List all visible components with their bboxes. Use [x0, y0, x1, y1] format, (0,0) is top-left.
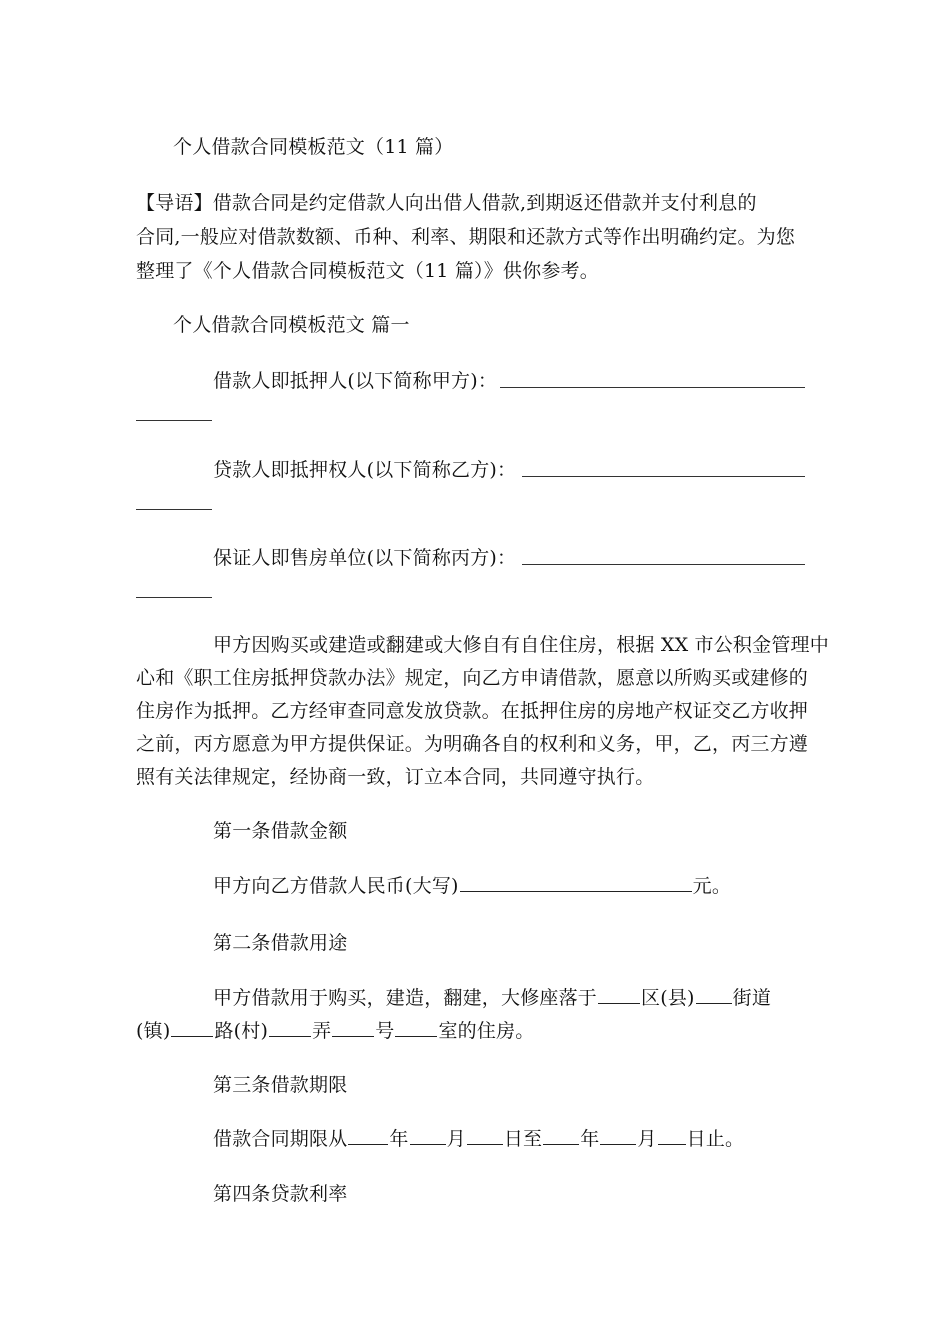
party-lender-blank-cont	[136, 509, 212, 510]
article-2-line-1	[213, 985, 771, 1011]
article-2-text: 甲方借款用于购买，建造，翻建，大修座落于	[213, 987, 598, 1009]
year-label: 年	[389, 1128, 409, 1150]
end-year-label: 年	[580, 1128, 600, 1150]
amount-blank	[460, 873, 692, 892]
district-blank	[696, 985, 732, 1004]
room-label: 室的住房。	[438, 1020, 535, 1042]
road-blank	[269, 1018, 311, 1037]
article-1-heading: 第一条借款金额	[213, 820, 348, 842]
article-1-text	[213, 873, 731, 899]
start-month-blank	[410, 1126, 446, 1145]
preamble-line-3: 住房作为抵押。乙方经审查同意发放贷款。在抵押住房的房地产权证交乙方收押	[136, 700, 809, 722]
document-title: 个人借款合同模板范文（11 篇）	[173, 136, 454, 158]
number-label: 号	[375, 1020, 395, 1042]
article-2-line-2	[136, 1018, 535, 1044]
lane-label: 弄	[312, 1020, 332, 1042]
end-day-blank	[658, 1126, 686, 1145]
street-label: 街道	[732, 987, 772, 1009]
end-day-label: 日止。	[686, 1128, 745, 1150]
article-4-heading: 第四条贷款利率	[213, 1183, 348, 1205]
lane-blank	[332, 1018, 374, 1037]
party-guarantor-label: 保证人即售房单位(以下简称丙方)：	[213, 547, 517, 569]
article-1-text-b: 元。	[692, 875, 732, 897]
town-blank	[171, 1018, 213, 1037]
start-day-blank	[467, 1126, 503, 1145]
party-guarantor-blank-cont	[136, 597, 212, 598]
intro-line-1: 【导语】借款合同是约定借款人向出借人借款,到期返还借款并支付利息的	[136, 192, 757, 214]
end-year-blank	[543, 1126, 579, 1145]
number-blank	[395, 1018, 437, 1037]
party-lender-blank	[522, 476, 805, 477]
day-to-label: 日至	[503, 1128, 543, 1150]
party-borrower-blank	[500, 387, 805, 388]
preamble-line-4: 之前，丙方愿意为甲方提供保证。为明确各自的权利和义务，甲，乙，丙三方遵	[136, 733, 809, 755]
party-borrower-blank-cont	[136, 420, 212, 421]
party-borrower-label: 借款人即抵押人(以下简称甲方)：	[213, 370, 498, 392]
road-label: 路(村)	[214, 1020, 269, 1042]
term-label: 借款合同期限从	[213, 1128, 348, 1150]
town-label: (镇)	[136, 1020, 171, 1042]
location-blank	[598, 985, 640, 1004]
section-heading: 个人借款合同模板范文 篇一	[173, 314, 410, 336]
preamble-line-2: 心和《职工住房抵押贷款办法》规定，向乙方申请借款，愿意以所购买或建修的	[136, 667, 809, 689]
end-month-blank	[600, 1126, 636, 1145]
preamble-line-1: 甲方因购买或建造或翻建或大修自有自住住房，根据 XX 市公积金管理中	[213, 634, 829, 656]
end-month-label: 月	[637, 1128, 657, 1150]
district-label: 区(县)	[641, 987, 695, 1009]
article-1-text-a: 甲方向乙方借款人民币(大写)	[213, 875, 459, 897]
intro-line-2: 合同,一般应对借款数额、币种、利率、期限和还款方式等作出明确约定。为您	[136, 226, 796, 248]
preamble-line-5: 照有关法律规定，经协商一致，订立本合同，共同遵守执行。	[136, 766, 655, 788]
party-lender-label: 贷款人即抵押权人(以下简称乙方)：	[213, 459, 517, 481]
article-3-heading: 第三条借款期限	[213, 1074, 348, 1096]
article-3-text	[213, 1126, 744, 1152]
article-2-heading: 第二条借款用途	[213, 932, 348, 954]
start-year-blank	[348, 1126, 388, 1145]
party-guarantor-blank	[522, 564, 805, 565]
month-label: 月	[446, 1128, 466, 1150]
intro-line-3: 整理了《个人借款合同模板范文（11 篇）》供你参考。	[136, 260, 599, 282]
